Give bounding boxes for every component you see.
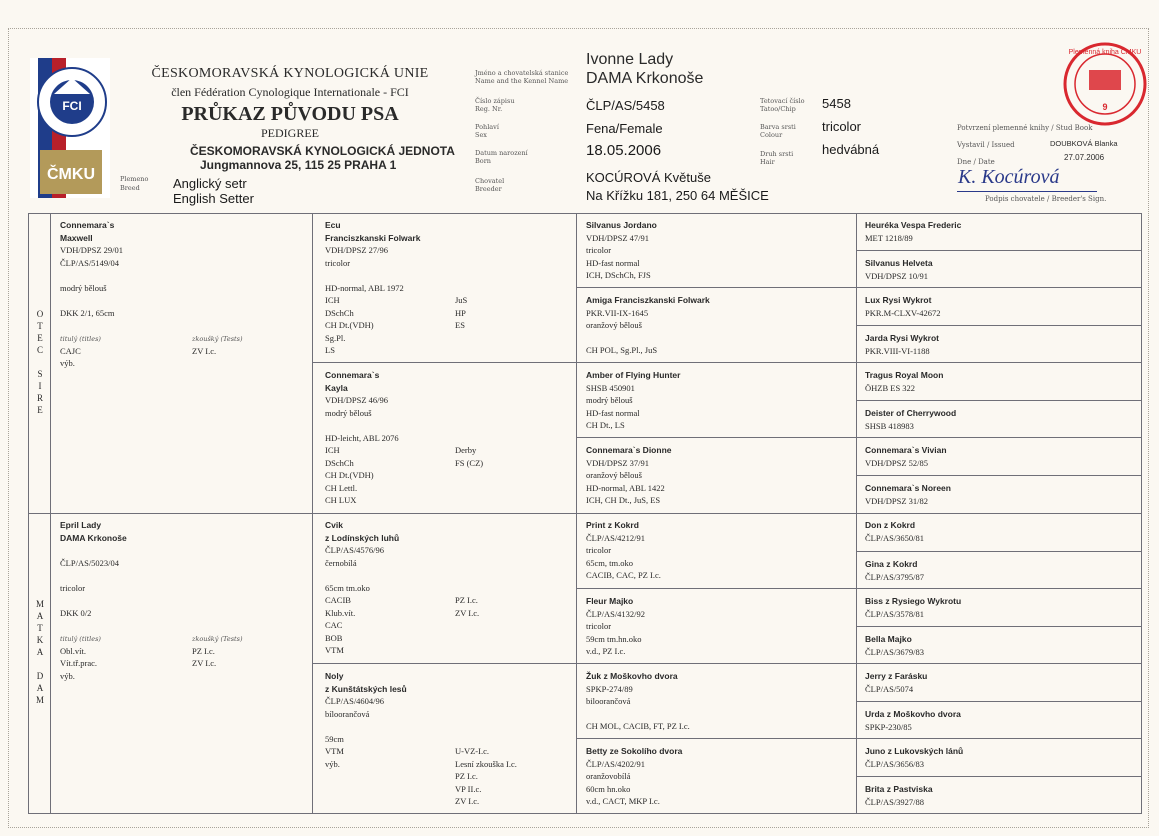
- info-line: CH LUX: [325, 495, 357, 505]
- dog-breeder-address: Na Křížku 181, 250 64 MĚŠICE: [586, 188, 769, 203]
- info-line: CACIB, CAC, PZ I.c.: [586, 570, 661, 580]
- info-line: VDH/DPSZ 47/91: [586, 232, 650, 243]
- info-line: 60cm hn.oko: [586, 783, 631, 794]
- dog-reg: ČLP/AS/5458: [586, 98, 665, 113]
- gen4-ancestor: [865, 478, 1135, 507]
- ancestor-reg: ČLP/AS/5074: [865, 683, 914, 694]
- ancestor-name-1: Noly: [325, 671, 344, 681]
- info-line: CH Lettl.: [325, 482, 358, 493]
- colour-label-en: Colour: [760, 131, 783, 139]
- info-line: VDH/DPSZ 29/01: [60, 245, 124, 255]
- org-line-1: ČESKOMORAVSKÁ KYNOLOGICKÁ UNIE: [151, 66, 429, 81]
- ancestor-name: Urda z Moškovho dvora: [865, 709, 961, 719]
- ancestor-name: Jerry z Farásku: [865, 671, 928, 681]
- sire-letter: E: [37, 405, 43, 415]
- info-line: ICH, CH Dt., JuS, ES: [586, 495, 661, 505]
- sire-letter: S: [37, 369, 43, 379]
- spacer-line: [586, 332, 851, 345]
- two-column-line: [325, 594, 570, 607]
- dog-name-line1: Ivonne Lady: [586, 51, 674, 68]
- two-column-line: [325, 444, 570, 457]
- test-value: Lesní zkouška I.c.: [455, 758, 517, 769]
- info-line: HD-leicht, ABL 2076: [325, 432, 399, 443]
- gen2-ancestor: [325, 515, 570, 657]
- two-column-line: [60, 645, 305, 658]
- ancestor-name-2: z Lodínských luhů: [325, 532, 400, 543]
- two-column-line: [325, 294, 570, 307]
- gen4-ancestor: [865, 515, 1135, 544]
- ancestor-name-1: Connemara`s: [60, 220, 115, 230]
- two-column-line: [325, 770, 570, 783]
- ancestor-name: Connemara`s Noreen: [865, 483, 951, 493]
- tattoo-label-cz: Tetovací číslo: [760, 97, 805, 105]
- title-value: ICH: [325, 445, 340, 455]
- test-value: ES: [455, 320, 465, 330]
- gen2-ancestor: [325, 215, 570, 357]
- ancestor-name: Print z Kokrd: [586, 520, 639, 530]
- info-line: 65cm tm.oko: [325, 582, 370, 593]
- test-value: VP II.c.: [455, 783, 482, 794]
- info-line: v.d., PZ I.c.: [586, 646, 626, 656]
- dog-name-line2: DAMA Krkonoše: [586, 70, 704, 87]
- gen3-ancestor: [586, 515, 851, 582]
- test-value: U-VZ-I.c.: [455, 746, 489, 756]
- ancestor-name: Jarda Rysi Wykrot: [865, 333, 940, 343]
- sex-label-cz: Pohlaví: [475, 123, 499, 131]
- breed-en: English Setter: [173, 191, 254, 206]
- info-line: ČLP/AS/5149/04: [60, 257, 120, 268]
- spacer-line: [60, 294, 305, 307]
- dog-sex: Fena/Female: [586, 121, 663, 136]
- info-line: ČLP/AS/4604/96: [325, 696, 385, 706]
- info-line: VDH/DPSZ 27/96: [325, 245, 389, 255]
- ancestor-reg: ČLP/AS/3795/87: [865, 571, 925, 582]
- info-line: bíloorančová: [325, 708, 370, 719]
- info-line: oranžový bělouš: [586, 470, 642, 480]
- ancestor-reg: PKR.VIII-VI-1188: [865, 345, 930, 356]
- info-line: ICH, DSchCh, FJS: [586, 270, 651, 280]
- ancestor-name: Bella Majko: [865, 634, 912, 644]
- spacer-line: [60, 619, 305, 632]
- info-line: výb.: [60, 358, 75, 368]
- two-column-line: [325, 783, 570, 796]
- info-line: CH Dt., LS: [586, 420, 625, 430]
- info-line: černobílá: [325, 557, 357, 568]
- document-title: PRŮKAZ PŮVODU PSA: [181, 103, 399, 125]
- gen4-ancestor: [865, 704, 1135, 733]
- spacer-line: [60, 594, 305, 607]
- gen4-ancestor: [865, 591, 1135, 620]
- gen3-ancestor: [586, 741, 851, 808]
- gen1-ancestor: [60, 215, 305, 370]
- spacer-line: [586, 708, 851, 721]
- gen3-ancestor: [586, 215, 851, 282]
- info-line: HD-fast normal: [586, 407, 640, 418]
- info-line: HD-fast normal: [586, 257, 640, 268]
- info-line: CH POL, Sg.Pl., JuS: [586, 345, 658, 355]
- info-line: tricolor: [586, 621, 612, 631]
- gen2-ancestor: [325, 365, 570, 507]
- ancestor-name-2: Franciszkanski Folwark: [325, 232, 421, 243]
- ancestor-name-1: Cvik: [325, 520, 343, 530]
- title-value: Obl.vít.: [60, 645, 86, 656]
- spacer-line: [60, 544, 305, 557]
- ancestor-name: Heuréka Vespa Frederic: [865, 220, 962, 230]
- breed-label-en: Breed: [120, 184, 140, 192]
- dam-letter: T: [37, 623, 43, 633]
- two-column-line: [325, 319, 570, 332]
- spacer-line: [325, 419, 570, 432]
- gen3-ancestor: [586, 666, 851, 733]
- titles-tests-header: [60, 632, 305, 645]
- ancestor-name: Amber of Flying Hunter: [586, 370, 681, 380]
- info-line: Sg.Pl.: [325, 332, 346, 343]
- info-line: HD-normal, ABL 1422: [586, 482, 665, 493]
- info-line: DKK 0/2: [60, 607, 92, 618]
- ancestor-name-2: DAMA Krkonoše: [60, 532, 127, 543]
- info-line: HD-normal, ABL 1972: [325, 282, 404, 293]
- tattoo-label-en: Tatoo/Chip: [760, 105, 796, 113]
- issue-date: 27.07.2006: [1064, 153, 1105, 162]
- info-line: oranžový bělouš: [586, 320, 642, 330]
- info-line: VDH/DPSZ 46/96: [325, 395, 389, 405]
- ancestor-name: Connemara`s Vivian: [865, 445, 947, 455]
- born-label-cz: Datum narození: [475, 149, 528, 157]
- info-line: ČLP/AS/5023/04: [60, 557, 120, 568]
- ancestor-name: Don z Kokrd: [865, 520, 916, 530]
- name-label-en: Name and the Kennel Name: [475, 77, 569, 85]
- dam-side-label: [31, 598, 49, 706]
- gen4-ancestor: [865, 554, 1135, 583]
- ancestor-reg: ČLP/AS/3927/88: [865, 796, 925, 807]
- ancestor-reg: ČLP/AS/3578/81: [865, 608, 925, 619]
- ancestor-reg: VDH/DPSZ 52/85: [865, 457, 929, 468]
- title-value: CACIB: [325, 595, 351, 605]
- breed-label-cz: Plemeno: [120, 175, 149, 183]
- ancestor-reg: ČLP/AS/3656/83: [865, 758, 925, 769]
- dog-born: 18.05.2006: [586, 142, 662, 159]
- info-line: modrý bělouš: [325, 407, 372, 418]
- gen4-ancestor: [865, 779, 1135, 808]
- info-line: 59cm tm.hn.oko: [586, 633, 642, 644]
- info-line: modrý bělouš: [60, 282, 107, 293]
- sire-letter: R: [36, 393, 43, 403]
- gen4-ancestor: [865, 666, 1135, 695]
- titles-tests-header: [60, 332, 305, 345]
- info-line: 65cm, tm.oko: [586, 557, 633, 568]
- ancestor-name: Silvanus Jordano: [586, 220, 657, 230]
- ancestor-name-1: Epril Lady: [60, 520, 102, 530]
- info-line: ČLP/AS/4202/91: [586, 758, 646, 769]
- spacer-line: [60, 319, 305, 332]
- titles-label: titulý (titles): [60, 634, 101, 643]
- info-line: CH Dt.(VDH): [325, 470, 374, 480]
- ancestor-name: Lux Rysi Wykrot: [865, 295, 932, 305]
- ancestor-name: Gina z Kokrd: [865, 559, 918, 569]
- two-column-line: [325, 795, 570, 808]
- ancestor-name: Fleur Majko: [586, 596, 634, 606]
- test-value: PZ I.c.: [455, 595, 478, 605]
- spacer-line: [60, 569, 305, 582]
- sire-letter: I: [38, 381, 42, 391]
- sign-label: Podpis chovatele / Breeder's Sign.: [985, 195, 1107, 203]
- info-line: CH MOL, CACIB, FT, PZ I.c.: [586, 721, 690, 731]
- title-value: Vít.tř.prac.: [60, 658, 98, 668]
- ancestor-name: Silvanus Helveta: [865, 258, 933, 268]
- info-line: DKK 2/1, 65cm: [60, 307, 115, 318]
- info-line: ČLP/AS/4212/91: [586, 532, 646, 543]
- spacer-line: [325, 569, 570, 582]
- gen4-ancestor: [865, 290, 1135, 319]
- gen4-ancestor: [865, 741, 1135, 770]
- titles-label: titulý (titles): [60, 334, 101, 343]
- info-line: výb.: [60, 670, 75, 681]
- ancestor-name: Betty ze Sokolího dvora: [586, 746, 683, 756]
- ancestor-name-2: z Kunštátských lesů: [325, 683, 407, 694]
- ancestor-name: Juno z Lukovských lánů: [865, 746, 964, 756]
- ancestor-reg: VDH/DPSZ 10/91: [865, 270, 929, 281]
- stamp-number: 9: [1102, 102, 1108, 112]
- studbook-stamp: [1061, 40, 1149, 128]
- sire-letter: C: [36, 345, 43, 355]
- test-value: ZV I.c.: [455, 796, 480, 806]
- reg-label-en: Reg. Nr.: [475, 105, 503, 113]
- two-column-line: [325, 457, 570, 470]
- colour-label-cz: Barva srsti: [760, 123, 796, 131]
- two-column-line: [325, 607, 570, 620]
- stamp-text: Plemenná kniha ČMKU: [1068, 49, 1142, 56]
- hair-label-cz: Druh srsti: [760, 150, 794, 158]
- info-line: ČLP/AS/4576/96: [325, 545, 385, 555]
- info-line: BOB: [325, 632, 343, 643]
- hair-label-en: Hair: [760, 158, 775, 166]
- title-value: výb.: [325, 758, 340, 769]
- ancestor-name-2: Kayla: [325, 382, 348, 393]
- breed-cz: Anglický setr: [173, 176, 247, 191]
- dam-letter: A: [36, 611, 44, 621]
- info-line: CAC: [325, 620, 343, 630]
- info-line: biloorančová: [586, 696, 631, 706]
- info-line: tricolor: [586, 545, 612, 555]
- date-label: Dne / Date: [957, 158, 995, 166]
- dog-hair: hedvábná: [822, 142, 880, 157]
- title-value: ICH: [325, 295, 340, 305]
- signature-line: [957, 191, 1097, 192]
- dam-letter: M: [35, 599, 44, 609]
- org-line-2: člen Fédération Cynologique Internationale - FCI: [171, 85, 409, 99]
- name-label-cz: Jméno a chovatelská stanice: [475, 69, 569, 77]
- ancestor-name: Connemara`s Dionne: [586, 445, 672, 455]
- org-line-3: ČESKOMORAVSKÁ KYNOLOGICKÁ JEDNOTA: [190, 144, 455, 158]
- gen4-ancestor: [865, 215, 1135, 244]
- info-line: tricolor: [586, 245, 612, 255]
- info-line: SPKP-274/89: [586, 683, 633, 694]
- two-column-line: [325, 745, 570, 758]
- info-line: tricolor: [60, 582, 86, 593]
- dog-breeder: KOCÚROVÁ Květuše: [586, 170, 711, 185]
- info-line: LS: [325, 345, 335, 355]
- sire-letter: [31, 356, 49, 368]
- ancestor-name: Deister of Cherrywood: [865, 408, 957, 418]
- gen4-ancestor: [865, 253, 1135, 282]
- info-line: ČLP/AS/4132/92: [586, 608, 646, 619]
- gen4-ancestor: [865, 440, 1135, 469]
- gen2-ancestor: [325, 666, 570, 808]
- info-line: VDH/DPSZ 37/91: [586, 457, 650, 468]
- two-column-line: [325, 758, 570, 771]
- ancestor-name: Amiga Franciszkanski Folwark: [586, 295, 710, 305]
- ancestor-reg: VDH/DPSZ 31/82: [865, 495, 929, 506]
- sire-side-label: [31, 308, 49, 416]
- two-column-line: [325, 307, 570, 320]
- ancestor-name: Žuk z Moškovho dvora: [586, 671, 678, 681]
- title-value: DSchCh: [325, 307, 354, 318]
- sire-letter: T: [37, 321, 43, 331]
- tests-label: zkoušký (Tests): [192, 334, 243, 343]
- two-column-line: [60, 345, 305, 358]
- dam-letter: K: [36, 635, 44, 645]
- gen4-ancestor: [865, 328, 1135, 357]
- breeder-label-cz: Chovatel: [475, 177, 505, 185]
- gen4-ancestor: [865, 629, 1135, 658]
- ancestor-reg: SPKP-230/85: [865, 721, 912, 732]
- ancestor-name: Brita z Pastviska: [865, 784, 933, 794]
- fci-cmku-logo: [30, 58, 110, 198]
- dam-letter: A: [36, 683, 44, 693]
- title-value: VTM: [325, 746, 344, 756]
- test-value: JuS: [455, 295, 468, 305]
- test-value: FS (CZ): [455, 457, 484, 468]
- test-value: PZ I.c.: [455, 771, 478, 781]
- ancestor-name-1: Ecu: [325, 220, 341, 230]
- born-label-en: Born: [475, 157, 491, 165]
- ancestor-reg: ČLP/AS/3679/83: [865, 646, 925, 657]
- document-subtitle: PEDIGREE: [261, 126, 319, 140]
- org-address: Jungmannova 25, 115 25 PRAHA 1: [200, 158, 397, 172]
- ancestor-reg: SHSB 418983: [865, 420, 914, 431]
- ancestor-reg: MET 1218/89: [865, 232, 913, 243]
- test-value: Derby: [455, 445, 477, 455]
- gen3-ancestor: [586, 591, 851, 658]
- ancestor-name-1: Connemara`s: [325, 370, 380, 380]
- issued-by: DOUBKOVÁ Blanka: [1050, 139, 1118, 148]
- title-value: Klub.vít.: [325, 607, 356, 618]
- title-value: CAJC: [60, 345, 81, 356]
- breeder-signature: K. Kocúrová: [958, 166, 1060, 188]
- two-column-line: [60, 657, 305, 670]
- dog-tattoo: 5458: [822, 96, 851, 111]
- test-value: ZV I.c.: [455, 607, 480, 618]
- test-value: PZ I.c.: [192, 645, 215, 656]
- gen1-ancestor: [60, 515, 305, 682]
- spacer-line: [60, 269, 305, 282]
- sex-label-en: Sex: [475, 131, 487, 139]
- info-line: SHSB 450901: [586, 382, 635, 393]
- studbook-confirm: Potvrzení plemenné knihy / Stud Book: [957, 124, 1093, 132]
- info-line: 59cm: [325, 733, 344, 744]
- tests-label: zkoušký (Tests): [192, 634, 243, 643]
- title-value: CH Dt.(VDH): [325, 320, 374, 330]
- test-value: HP: [455, 307, 466, 318]
- dam-letter: [31, 658, 49, 670]
- gen4-ancestor: [865, 365, 1135, 394]
- breeder-label-en: Breeder: [475, 185, 502, 193]
- dam-letter: A: [36, 647, 44, 657]
- reg-label-cz: Číslo zápisu: [475, 97, 515, 105]
- info-line: tricolor: [325, 257, 351, 268]
- info-line: VTM: [325, 645, 344, 655]
- gen3-ancestor: [586, 365, 851, 432]
- issued-label: Vystavil / Issued: [957, 141, 1015, 149]
- test-value: ZV I.c.: [192, 658, 217, 668]
- test-value: ZV I.c.: [192, 345, 217, 356]
- info-line: PKR.VII-IX-1645: [586, 307, 649, 318]
- dam-letter: D: [36, 671, 44, 681]
- gen3-ancestor: [586, 440, 851, 507]
- sire-letter: O: [36, 309, 44, 319]
- info-line: oranžovobílá: [586, 771, 631, 781]
- spacer-line: [325, 269, 570, 282]
- ancestor-reg: ÖHZB ES 322: [865, 382, 916, 393]
- title-value: DSchCh: [325, 457, 354, 468]
- gen4-ancestor: [865, 403, 1135, 432]
- ancestor-name: Tragus Royal Moon: [865, 370, 944, 380]
- logo-fci-text: FCI: [62, 99, 82, 113]
- spacer-line: [325, 720, 570, 733]
- ancestor-name-2: Maxwell: [60, 232, 93, 243]
- ancestor-reg: ČLP/AS/3650/81: [865, 532, 925, 543]
- dog-colour: tricolor: [822, 119, 862, 134]
- info-line: v.d., CACT, MKP I.c.: [586, 796, 660, 806]
- dam-letter: M: [35, 695, 44, 705]
- gen3-ancestor: [586, 290, 851, 357]
- info-line: modrý bělouš: [586, 395, 633, 405]
- logo-cmku-text: ČMKU: [47, 166, 95, 183]
- sire-letter: E: [37, 333, 43, 343]
- ancestor-name: Biss z Rysiego Wykrotu: [865, 596, 962, 606]
- ancestor-reg: PKR.M-CLXV-42672: [865, 307, 941, 318]
